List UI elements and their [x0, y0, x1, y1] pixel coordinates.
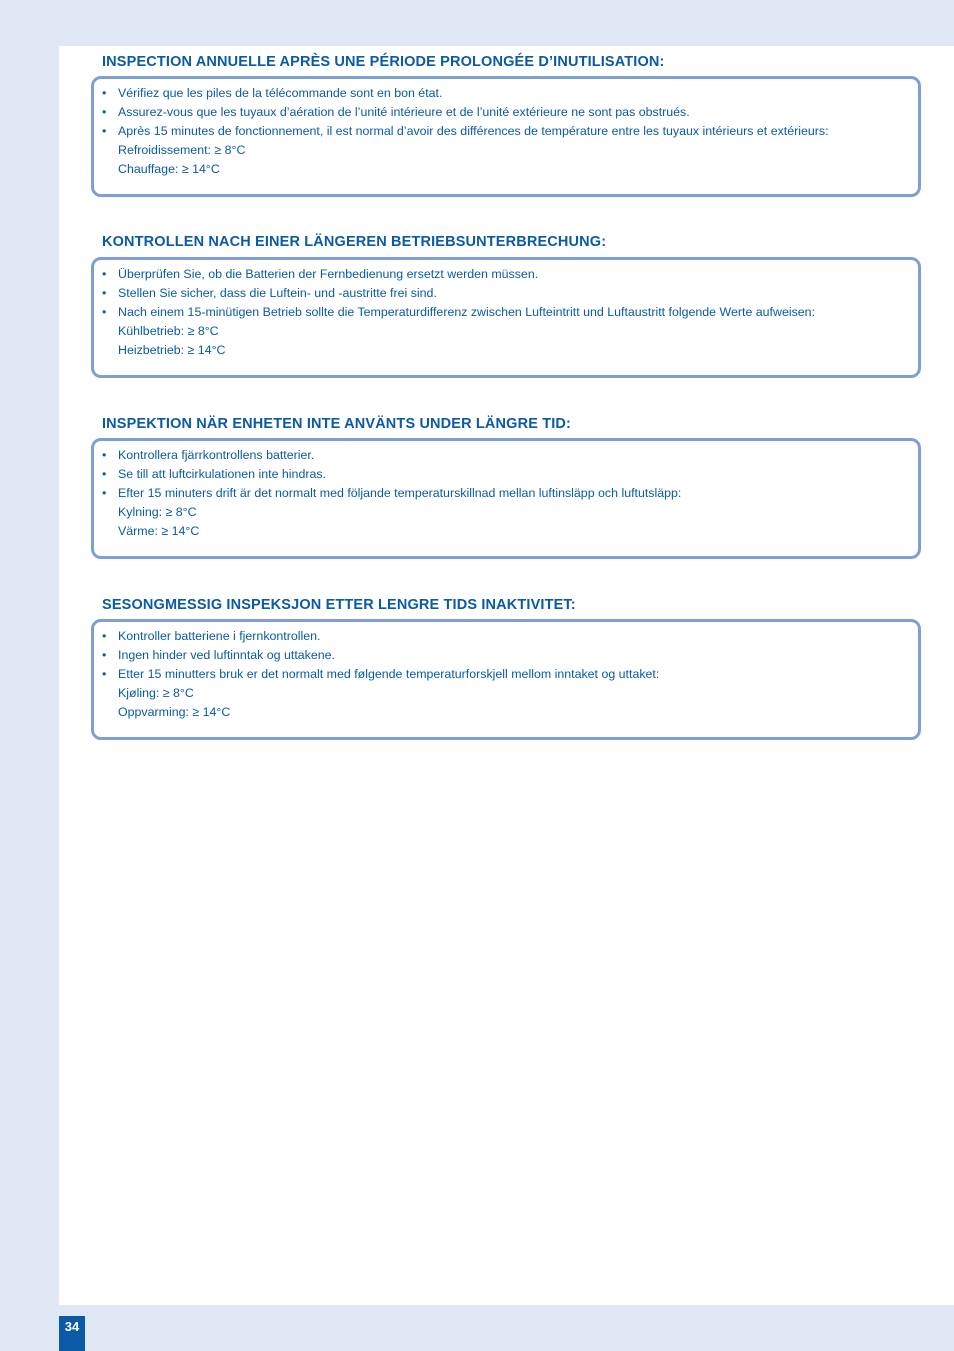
section-title: INSPECTION ANNUELLE APRÈS UNE PÉRIODE PROLONGÉE D’INUTILISATION:: [102, 54, 665, 70]
value-line: Heizbetrieb: ≥ 14°C: [118, 343, 226, 357]
bullet-list: [102, 84, 908, 141]
section-box: [91, 76, 921, 197]
bullet-list: [102, 265, 908, 322]
list-item: • Kontrollera fjärrkontrollens batterier.: [102, 448, 315, 462]
value-line: Chauffage: ≥ 14°C: [118, 162, 220, 176]
section-box: [91, 438, 921, 559]
list-item: • Se till att luftcirkulationen inte hindras.: [102, 467, 326, 481]
value-line: Värme: ≥ 14°C: [118, 524, 200, 538]
section-box: [91, 619, 921, 740]
list-item: • Nach einem 15-minütigen Betrieb sollte die Temperaturdifferenz zwischen Lufteintritt und Luftaustritt folgende Werte aufweisen:: [102, 305, 816, 319]
value-line: Kühlbetrieb: ≥ 8°C: [118, 324, 219, 338]
list-item: • Etter 15 minutters bruk er det normalt med følgende temperaturforskjell mellom inntaket og uttaket:: [102, 667, 660, 681]
section-de: [91, 233, 921, 378]
section-box: [91, 257, 921, 378]
value-line: Oppvarming: ≥ 14°C: [118, 705, 231, 719]
list-item: • Après 15 minutes de fonctionnement, il est normal d’avoir des différences de température entre les tuyaux intérieurs et extérieurs:: [102, 124, 829, 138]
bullet-list: [102, 627, 908, 684]
list-item: • Stellen Sie sicher, dass die Luftein- und -austritte frei sind.: [102, 286, 437, 300]
value-line: Kjøling: ≥ 8°C: [118, 686, 194, 700]
list-item: • Überprüfen Sie, ob die Batterien der Fernbedienung ersetzt werden müssen.: [102, 267, 539, 281]
section-title: KONTROLLEN NACH EINER LÄNGEREN BETRIEBSUNTERBRECHUNG:: [102, 234, 607, 250]
section-title: INSPEKTION NÄR ENHETEN INTE ANVÄNTS UNDER LÄNGRE TID:: [102, 416, 572, 432]
bullet-list: [102, 446, 908, 503]
value-line: Kylning: ≥ 8°C: [118, 505, 197, 519]
value-line: Refroidissement: ≥ 8°C: [118, 143, 246, 157]
section-fr: [91, 53, 921, 197]
list-item: • Vérifiez que les piles de la télécommande sont en bon état.: [102, 86, 443, 100]
list-item: • Ingen hinder ved luftinntak og uttakene.: [102, 648, 335, 662]
list-item: • Kontroller batteriene i fjernkontrollen.: [102, 629, 321, 643]
list-item: • Efter 15 minuters drift är det normalt med följande temperaturskillnad mellan luftinsläpp och luftutsläpp:: [102, 486, 682, 500]
list-item: • Assurez-vous que les tuyaux d’aération de l’unité intérieure et de l’unité extérieure ne sont pas obstrués.: [102, 105, 690, 119]
section-title: SESONGMESSIG INSPEKSJON ETTER LENGRE TIDS INAKTIVITET:: [102, 597, 576, 613]
page-number: 34: [59, 1316, 85, 1351]
section-sv: [91, 415, 921, 559]
section-no: [91, 596, 921, 740]
